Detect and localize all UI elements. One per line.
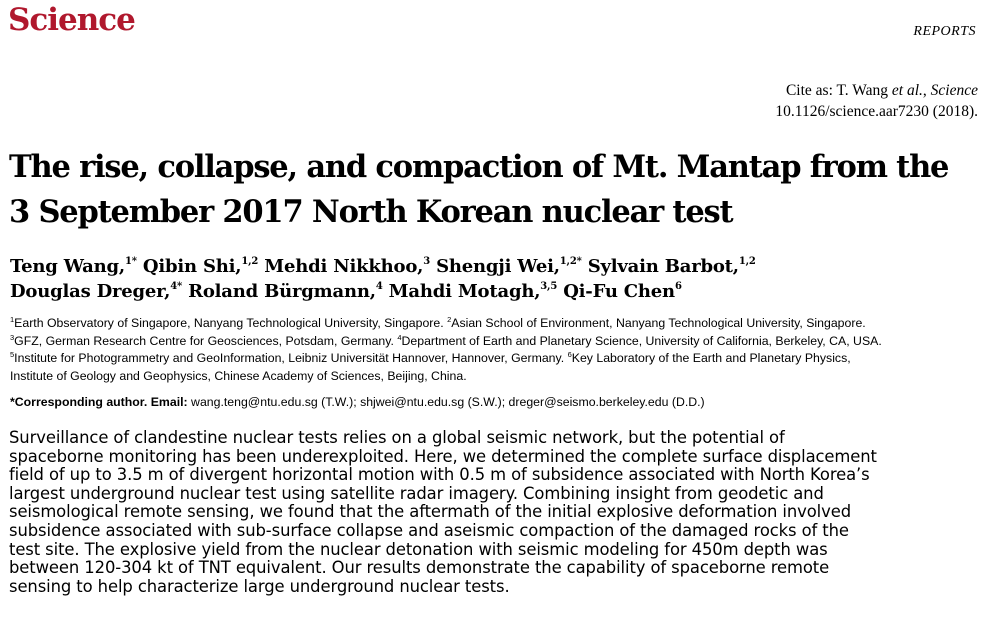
citation-line: Cite as: T. Wang et al., Science: [785, 82, 978, 99]
abstract-line: sensing to help characterize large underground nuclear tests.: [9, 576, 510, 596]
corresponding-author: *Corresponding author. Email: wang.teng@ntu.edu.sg (T.W.); shjwei@ntu.edu.sg (S.W.); dreger@seismo.berkeley.edu (D.D.): [10, 395, 705, 409]
author: Mahdi Motagh,$^{3,5}$: [388, 281, 558, 302]
author: Qi-Fu Chen$^6$: [563, 281, 682, 302]
abstract-line: field of up to 3.5 m of divergent horizontal motion with 0.5 m of subsidence associated with North Korea’s: [9, 465, 870, 485]
journal-logo: Science: [8, 2, 135, 38]
author-line: [10, 254, 995, 279]
author: Sylvain Barbot,$^{1,2}$: [587, 256, 756, 277]
citation: [775, 80, 978, 122]
author: Qibin Shi,$^{1,2}$: [142, 256, 259, 277]
citation-doi: 10.1126/science.aar7230 (2018).: [775, 103, 978, 120]
affiliation-line: $^3$GFZ, German Research Centre for Geosciences, Potsdam, Germany. $^4$Department of Earth and Planetary Science, University of California, Berkeley, CA, USA.: [10, 332, 882, 348]
author: Teng Wang,$^{1*}$: [10, 256, 137, 277]
abstract-line: test site. The explosive yield from the nuclear detonation with seismic modeling for 450m depth was: [9, 539, 828, 559]
author-line: [10, 279, 995, 304]
abstract-line: spaceborne monitoring has been underexploited. Here, we determined the complete surface displacement: [9, 446, 877, 466]
author-list: [10, 254, 995, 304]
abstract: [9, 429, 994, 596]
affiliation-line: $^5$Institute for Photogrammetry and GeoInformation, Leibniz Universität Hannover, Hannover, Germany. $^6$Key Laboratory of the Earth and Planetary Physics,: [10, 350, 851, 365]
paper-title-line: The rise, collapse, and compaction of Mt. Mantap from the: [9, 149, 949, 185]
author: Roland Bürgmann,$^4$: [188, 281, 383, 302]
abstract-line: between 120-304 kt of TNT equivalent. Our results demonstrate the capability of spaceborne remote: [9, 558, 830, 578]
author: Shengji Wei,$^{1,2*}$: [436, 256, 582, 277]
author: Douglas Dreger,$^{4*}$: [10, 281, 183, 302]
section-label: REPORTS: [913, 24, 976, 39]
paper-title: [9, 145, 994, 235]
abstract-line: largest underground nuclear test using satellite radar imagery. Combining insight from geodetic and: [9, 483, 824, 503]
paper-title-line: 3 September 2017 North Korean nuclear test: [9, 194, 733, 230]
affiliations: [10, 315, 995, 385]
author: Mehdi Nikkhoo,$^3$: [264, 256, 430, 277]
abstract-line: seismological remote sensing, we found that the aftermath of the initial explosive deformation involved: [9, 502, 852, 522]
affiliation-line: Institute of Geology and Geophysics, Chinese Academy of Sciences, Beijing, China.: [10, 368, 467, 383]
abstract-line: Surveillance of clandestine nuclear tests relies on a global seismic network, but the potential of: [9, 428, 785, 447]
abstract-line: subsidence associated with sub-surface collapse and aseismic compaction of the damaged rocks of the: [9, 520, 849, 540]
affiliation-line: $^1$Earth Observatory of Singapore, Nanyang Technological University, Singapore. $^2$Asian School of Environment, Nanyang Technological University, Singapore.: [10, 315, 866, 330]
